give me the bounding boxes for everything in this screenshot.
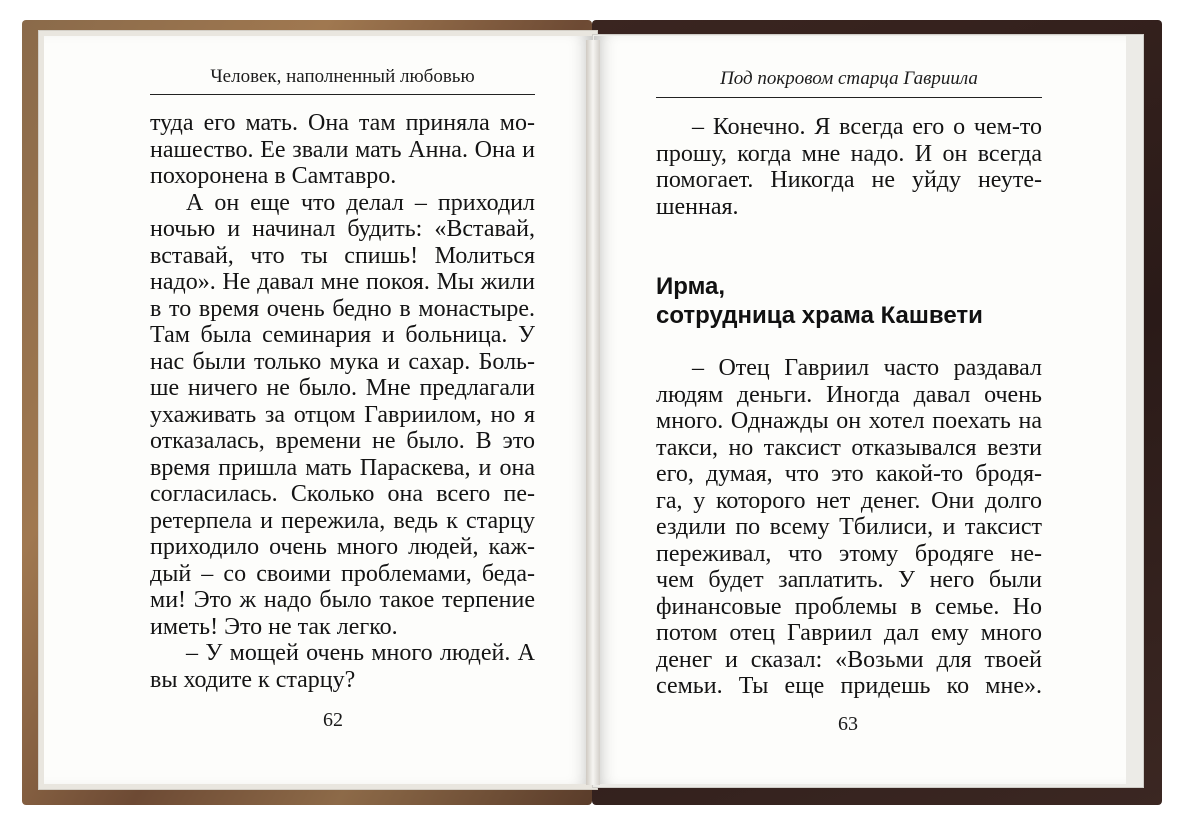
text-line: иметь! Это не так легко. bbox=[150, 613, 398, 640]
text-line: ми! Это ж надо было такое терпение bbox=[150, 587, 535, 613]
text-line: вы ходите к старцу? bbox=[150, 666, 356, 693]
text-line: в то время очень бедно в монастыре. bbox=[150, 295, 535, 322]
section-heading bbox=[656, 272, 1056, 330]
right-body-text-top bbox=[656, 114, 1042, 220]
text-line: помогает. Никогда не уйду неуте- bbox=[656, 167, 1042, 193]
running-head-right: Под покровом старца Гавриила bbox=[720, 68, 978, 89]
header-rule-right bbox=[656, 97, 1042, 98]
text-line: ездили по всему Тбилиси, и таксист bbox=[656, 514, 1042, 540]
text-line: семьи. Ты еще придешь ко мне». bbox=[656, 673, 1042, 699]
running-head-left: Человек, наполненный любовью bbox=[210, 66, 475, 87]
text-line: – Отец Гавриил часто раздавал bbox=[692, 355, 1042, 381]
text-line: прошу, когда мне надо. И он всегда bbox=[656, 140, 1042, 167]
text-line: финансовые проблемы в семье. Но bbox=[656, 593, 1042, 620]
text-line: ретерпела и пережила, ведь к старцу bbox=[150, 507, 535, 534]
text-line: отказалась, времени не было. В это bbox=[150, 428, 535, 454]
text-line: потом отец Гавриил дал ему много bbox=[656, 620, 1042, 646]
text-line: га, у которого нет денег. Они долго bbox=[656, 487, 1042, 514]
text-line: согласилась. Сколько она всего пе- bbox=[150, 481, 535, 507]
text-line: ше ничего не было. Мне предлагали bbox=[150, 375, 535, 401]
section-heading-line: Ирма, bbox=[656, 273, 726, 300]
left-body-text bbox=[150, 110, 535, 693]
text-line: похоронена в Самтавро. bbox=[150, 163, 397, 189]
text-line: время пришла мать Параскева, и она bbox=[150, 454, 535, 481]
text-line: чем будет заплатить. У него были bbox=[656, 567, 1042, 593]
text-line: такси, но таксист отказывался везти bbox=[656, 434, 1042, 461]
text-line: вставай, что ты спишь! Молиться bbox=[150, 242, 535, 269]
text-line: много. Однажды он хотел поехать на bbox=[656, 408, 1042, 434]
text-line: – У мощей очень много людей. А bbox=[186, 640, 535, 666]
section-heading-line: сотрудница храма Кашвети bbox=[656, 302, 983, 329]
text-line: Там была семинария и больница. У bbox=[150, 322, 535, 348]
right-body-text-bottom bbox=[656, 355, 1042, 700]
text-line: нашество. Ее звали мать Анна. Она и bbox=[150, 136, 535, 163]
text-line: денег и сказал: «Возьми для твоей bbox=[656, 646, 1042, 673]
text-line: его, думая, что это какой-то бродя- bbox=[656, 461, 1042, 487]
text-line: туда его мать. Она там приняла мо- bbox=[150, 110, 535, 136]
text-line: дый – со своими проблемами, беда- bbox=[150, 560, 535, 587]
page-number-right: 63 bbox=[838, 713, 858, 735]
text-line: надо». Не давал мне покоя. Мы жили bbox=[150, 269, 535, 295]
text-line: шенная. bbox=[656, 193, 739, 220]
text-line: людям деньги. Иногда давал очень bbox=[656, 381, 1042, 408]
book-gutter bbox=[586, 40, 600, 785]
text-line: переживал, что этому бродяге не- bbox=[656, 540, 1042, 567]
text-line: ухаживать за отцом Гавриилом, но я bbox=[150, 401, 535, 428]
text-line: ночью и начинал будить: «Вставай, bbox=[150, 216, 535, 242]
header-rule-left bbox=[150, 94, 535, 95]
text-line: А он еще что делал – приходил bbox=[186, 189, 535, 216]
text-line: нас были только мука и сахар. Боль- bbox=[150, 348, 535, 375]
text-line: – Конечно. Я всегда его о чем-то bbox=[692, 114, 1042, 140]
page-number-left: 62 bbox=[323, 709, 343, 731]
text-line: приходило очень много людей, каж- bbox=[150, 534, 535, 560]
